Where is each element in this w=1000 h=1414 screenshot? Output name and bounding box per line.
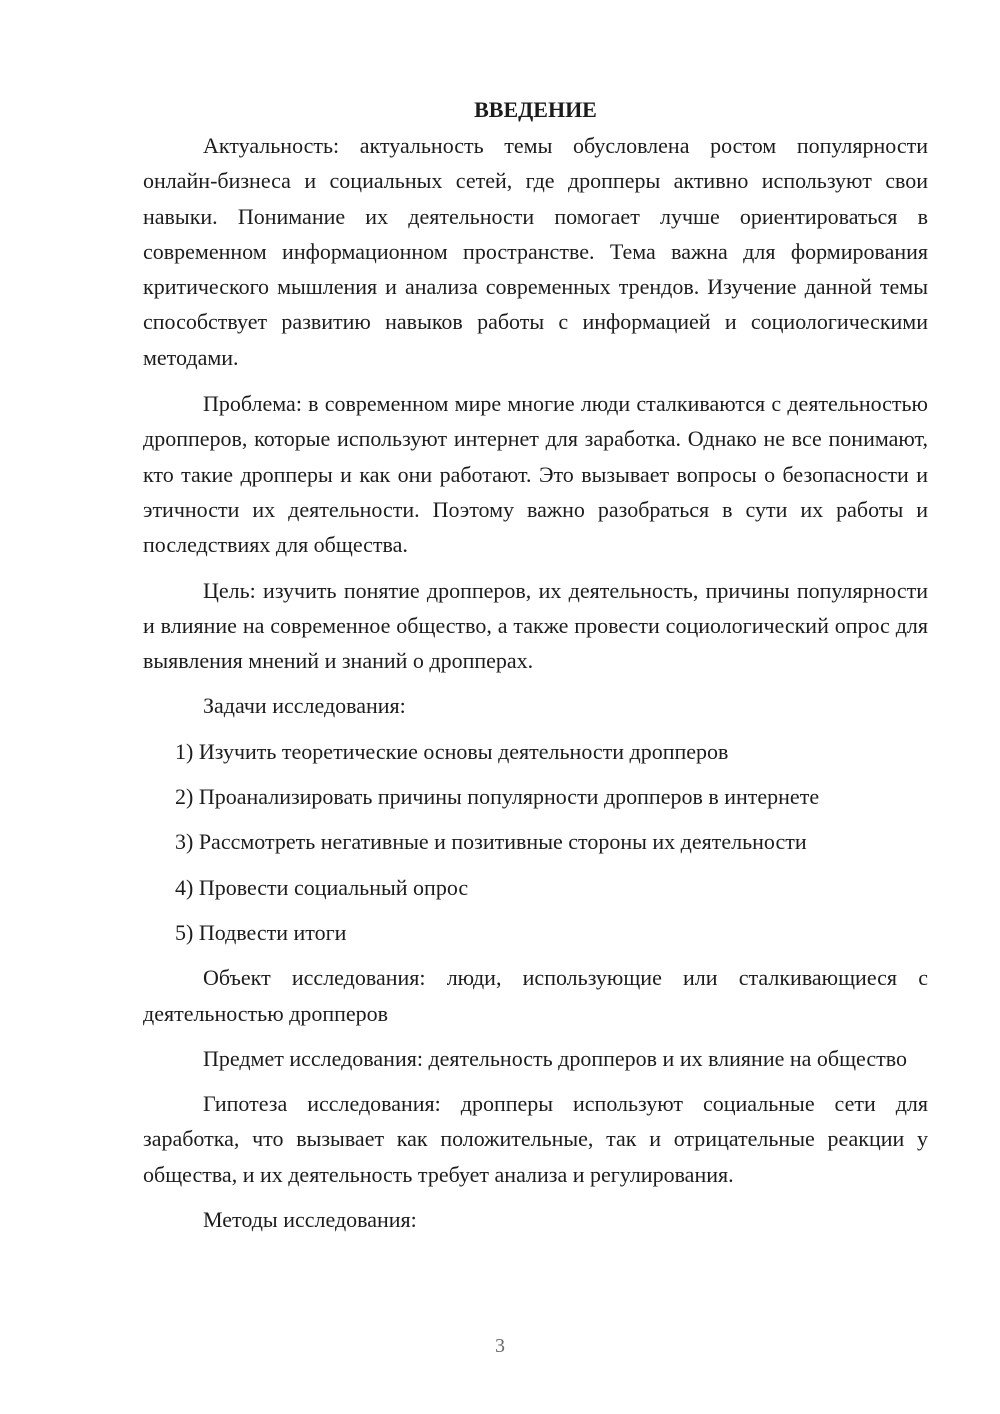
list-item: 5) Подвести итоги: [175, 919, 347, 945]
list-item: 4) Провести социальный опрос: [175, 874, 469, 900]
goal-paragraph: Цель: изучить понятие дропперов, их деятельность, причины популярности и влияние на современное общество, а также провести социологический опрос для выявления мнений и знаний о дропперах.: [143, 577, 928, 674]
methods-paragraph: Методы исследования:: [203, 1207, 417, 1233]
subject-paragraph: Предмет исследования: деятельность дропперов и их влияние на общество: [203, 1045, 907, 1071]
tasks-list: [143, 734, 928, 950]
problem-paragraph: Проблема: в современном мире многие люди сталкиваются с деятельностью дропперов, которые используют интернет для заработка. Однако не все понимают, кто такие дропперы и как они работают. Это вызывает вопросы о безопасности и этичности их деятельности. Поэтому важно разобраться в сути их работы и последствиях для общества.: [143, 391, 928, 558]
page-number: 3: [495, 1335, 505, 1357]
section-title: ВВЕДЕНИЕ: [474, 97, 597, 122]
relevance-paragraph: Актуальность: актуальность темы обусловлена ростом популярности онлайн-бизнеса и социальных сетей, где дропперы активно используют свои навыки. Понимание их деятельности помогает лучше ориентироваться в современном информационном пространстве. Тема важна для формирования критического мышления и анализа современных трендов. Изучение данной темы способствует развитию навыков работы с информацией и социологическими методами.: [143, 133, 928, 370]
document-page: [143, 92, 928, 1247]
list-item: 1) Изучить теоретические основы деятельности дропперов: [175, 738, 729, 764]
list-item: 2) Проанализировать причины популярности дропперов в интернете: [175, 784, 820, 810]
object-paragraph: Объект исследования: люди, использующие или сталкивающиеся с деятельностью дропперов: [143, 965, 928, 1026]
tasks-heading: Задачи исследования:: [203, 693, 406, 719]
hypothesis-paragraph: Гипотеза исследования: дропперы используют социальные сети для заработка, что вызывает как положительные, так и отрицательные реакции у общества, и их деятельность требует анализа и регулирования.: [143, 1091, 928, 1187]
list-item: 3) Рассмотреть негативные и позитивные стороны их деятельности: [175, 829, 807, 855]
